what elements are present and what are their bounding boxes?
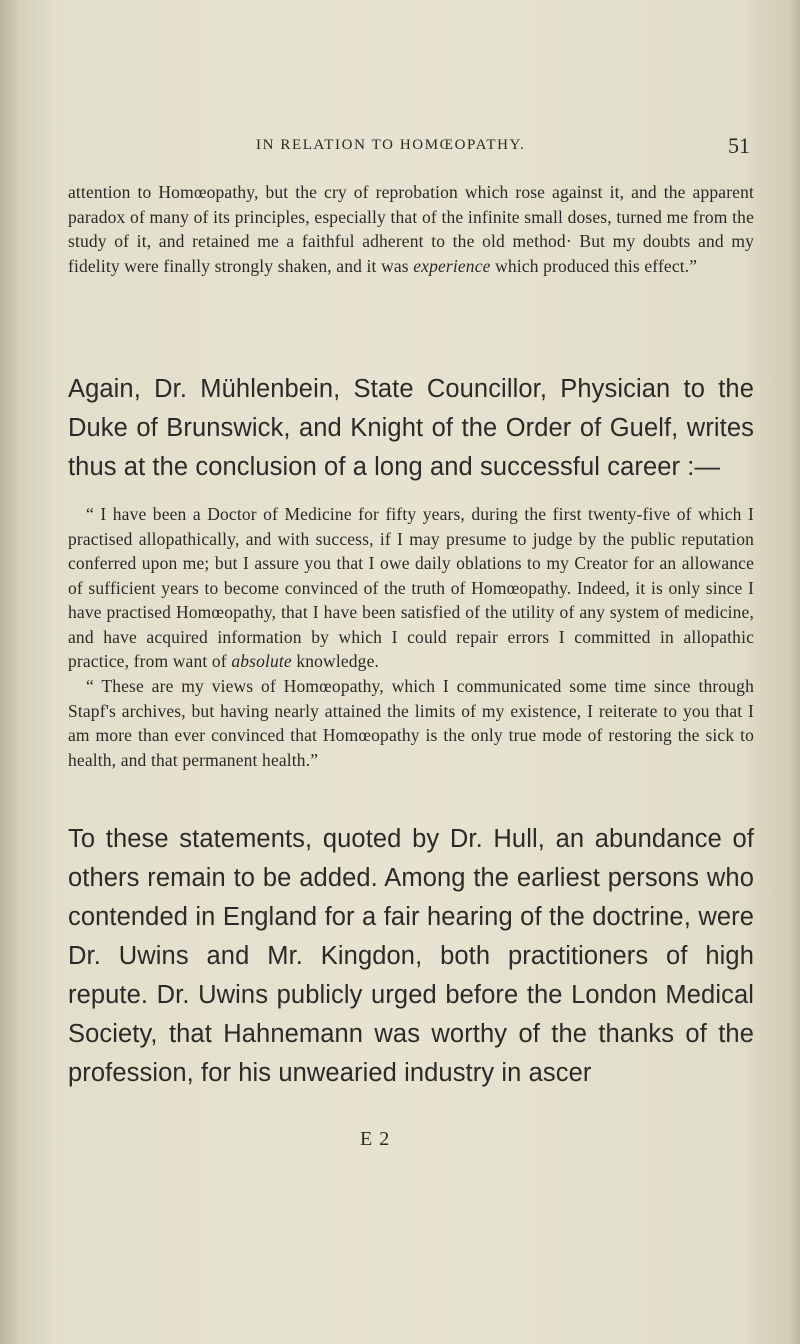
paragraph-quote-continuation [68, 180, 754, 278]
page-header [70, 133, 750, 163]
paragraph-text: knowledge. [291, 651, 380, 671]
page-left-edge [0, 0, 18, 1344]
paragraph-text: “ I have been a Doctor of Medicine for fifty years, during the first twenty-five of which I practised allopathically, and with success, if I may presume to judge by the public reputation conferred upon me; but I assure you that I owe daily oblations to my Creator for an allowance of sufficient years to become convinced of the truth of Homœopathy. Indeed, it is only since I have practised Homœopathy, that I have been satisfied of the utility of any system of medicine, and have acquired information by which I could repair errors I committed in allopathic practice, from want of [68, 504, 754, 671]
page-right-edge [786, 0, 800, 1344]
running-head: IN RELATION TO HOMŒOPATHY. [256, 137, 526, 153]
signature-mark: E 2 [360, 1128, 391, 1150]
paragraph-text: which produced this effect.” [490, 255, 698, 276]
paragraph-quotation [68, 502, 754, 674]
emphasis-text: experience [413, 255, 491, 276]
paragraph-introduction: Again, Dr. Mühlenbein, State Councillor, Physician to the Duke of Brunswick, and Knight of the Order of Guelf, writes thus at the conclusion of a long and successful career :— [68, 375, 754, 481]
emphasis-text: absolute [231, 651, 292, 671]
paragraph-commentary: To these statements, quoted by Dr. Hull, an abundance of others remain to be added. Among the earliest persons who contended in England for a fair hearing of the doctrine, were Dr. Uwins and Mr. Kingdon, both practitioners of high repute. Dr. Uwins publicly urged before the London Medical Society, that Hahnemann was worthy of the thanks of the profession, for his unwearied industry in ascer [68, 825, 754, 1087]
paragraph-quotation-continued: “ These are my views of Homœopathy, which I communicated some time since through Stapf's archives, but having nearly attained the limits of my existence, I reiterate to you that I am more than ever convinced that Homœopathy is the only true mode of restoring the sick to health, and that permanent health.” [68, 676, 754, 770]
paragraph-text: attention to Homœopathy, but the cry of reprobation which rose against it, and the apparent paradox of many of its principles, especially that of the infinite small doses, turned me from the study of it, and retained me a faithful adherent to the old method· But my doubts and my fidelity were finally strongly shaken, and it was [68, 182, 754, 276]
page-number: 51 [728, 133, 750, 158]
